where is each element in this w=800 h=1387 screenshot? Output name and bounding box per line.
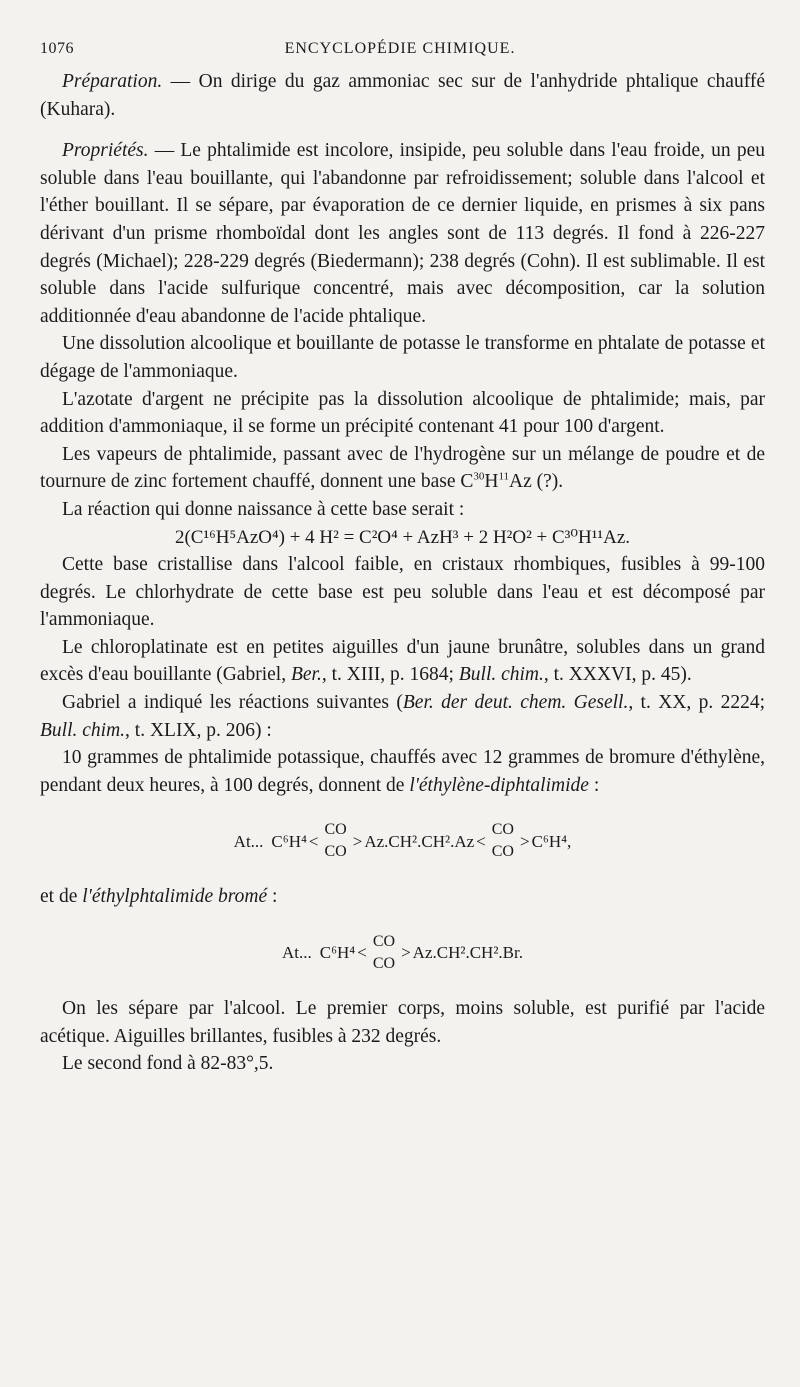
gabriel-text: Gabriel a indiqué les réactions suivantes ( [62, 692, 403, 714]
brome-text: et de [40, 886, 83, 908]
paragraph-preparation [40, 68, 765, 123]
gabriel-end: , t. XLIX, p. 206) : [125, 719, 272, 741]
chloro-end: , t. XXXVI, p. 45). [543, 664, 692, 686]
formula1-right-angle-2: > [519, 831, 530, 851]
formula2-left-angle: < [357, 943, 367, 963]
formula1-co-top-2: CO [491, 821, 514, 839]
formula2-prefix: At... [282, 943, 312, 963]
formula2-co-group [369, 931, 399, 975]
vapeurs-h: H [484, 471, 499, 493]
chloro-mid: , t. XIII, p. 1684; [321, 664, 459, 686]
formula1-co-group-left [321, 819, 351, 863]
term-ethylene-diphtalimide: l'éthylène-diphtalimide [409, 774, 589, 796]
reaction-equation: 2(C¹⁶H⁵AzO⁴) + 4 H² = C²O⁴ + AzH³ + 2 H²O² + C³⁰H¹¹Az. [174, 526, 631, 548]
gabriel-ref-ber: Ber. der deut. chem. Gesell. [402, 692, 629, 714]
section-label-preparation: Préparation. [62, 71, 163, 92]
formula1-middle: Az.CH².CH².Az [364, 831, 475, 851]
formula1-right: C⁶H⁴, [531, 831, 572, 851]
vapeurs-sup-h: 11 [498, 470, 510, 483]
chloro-ref-bull: Bull. chim. [458, 664, 544, 686]
formula2-right: Az.CH².CH².Br. [412, 943, 523, 963]
preparation-text: — On dirige du gaz ammoniac sec sur de l'anhydride phtalique chauffé (Kuhara). [40, 71, 765, 120]
vapeurs-text: Les vapeurs de phtalimide, passant avec de l'hydrogène sur un mélange de poudre et de tournure de zinc fortement chauffé, donnent une base C [40, 443, 765, 493]
paragraph-chloroplatinate [40, 634, 765, 689]
formula2-co-bottom: CO [372, 955, 396, 973]
gabriel-ref-bull: Bull. chim. [40, 719, 126, 741]
formula1-co-top: CO [324, 821, 347, 839]
paragraph-second: Le second fond à 82-83°,5. [62, 1053, 274, 1075]
vapeurs-sup-c: 30 [473, 470, 485, 483]
term-ethylphtalimide-brome: l'éthylphtalimide bromé [82, 886, 268, 908]
formula1-left-angle: < [308, 831, 319, 851]
structural-formula-diphtalimide [40, 819, 765, 863]
paragraph-separe: On les sépare par l'alcool. Le premier corps, moins soluble, est purifié par l'acide acétique. Aiguilles brillantes, fusibles à 232 degrés. [40, 998, 765, 1047]
grammes-end: : [588, 774, 600, 796]
paragraph-azotate: L'azotate d'argent ne précipite pas la dissolution alcoolique de phtalimide; mais, par addition d'ammoniaque, il se forme un précipité contenant 41 pour 100 d'argent. [40, 388, 765, 438]
grammes-text: 10 grammes de phtalimide potassique, chauffés avec 12 grammes de bromure d'éthylène, pendant deux heures, à 100 degrés, donnent de [40, 747, 765, 796]
formula1-co-bottom: CO [324, 843, 347, 861]
formula2-co-top: CO [372, 933, 396, 951]
formula1-co-bottom-2: CO [491, 843, 514, 861]
chloro-ref-ber: Ber. [290, 664, 322, 686]
paragraph-potasse: Une dissolution alcoolique et bouillante de potasse le transforme en phtalate de potasse et dégage de l'ammoniaque. [40, 333, 765, 382]
paragraph-base: Cette base cristallise dans l'alcool faible, en cristaux rhombiques, fusibles à 99-100 degrés. Le chlorhydrate de cette base est peu soluble dans l'eau et est décomposé par l'ammoniaque. [40, 554, 765, 631]
paragraph-proprietes [40, 137, 765, 330]
page-header [40, 40, 760, 64]
formula1-right-angle: > [352, 831, 363, 851]
chloro-text: Le chloroplatinate est en petites aiguilles d'un jaune brunâtre, solubles dans un grand excès d'eau bouillante (Gabriel, [40, 636, 765, 686]
structural-formula-brome [40, 931, 765, 975]
formula1-left-angle-2: < [476, 831, 486, 851]
formula1-left: C⁶H⁴ [271, 831, 307, 851]
page-number: 1076 [40, 40, 74, 57]
formula2-right-angle: > [401, 943, 411, 963]
paragraph-reaction: La réaction qui donne naissance à cette base serait : [62, 498, 465, 520]
paragraph-grammes [40, 744, 765, 799]
formula1-co-group-right [488, 819, 518, 863]
vapeurs-end: Az (?). [509, 471, 564, 493]
paragraph-gabriel [40, 689, 765, 744]
brome-end: : [267, 886, 278, 908]
formula2-left: C⁶H⁴ [319, 943, 356, 963]
paragraph-brome [40, 883, 765, 911]
section-label-proprietes: Propriétés. [62, 140, 149, 162]
document-body [40, 68, 765, 1078]
formula1-prefix: At... [233, 831, 264, 851]
paragraph-vapeurs [40, 441, 765, 496]
gabriel-mid: , t. XX, p. 2224; [628, 692, 766, 714]
running-title: ENCYCLOPÉDIE CHIMIQUE. [284, 40, 516, 57]
proprietes-text: — Le phtalimide est incolore, insipide, peu soluble dans l'eau froide, un peu soluble dans l'eau bouillante, qui l'abandonne par refroidissement; soluble dans l'alcool et l'éther bouillant. Il se sépare, par évaporation de ce dernier liquide, en prismes à six pans dérivant d'un prisme rhomboïdal dont les angles sont de 113 degrés. Il fond à 226-227 degrés (Michael); 228-229 degrés (Biedermann); 238 degrés (Cohn). Il est sublimable. Il est soluble dans l'acide sulfurique concentré, mais avec décomposition, car la solution additionnée d'eau abandonne de l'acide phtalique. [40, 140, 765, 327]
